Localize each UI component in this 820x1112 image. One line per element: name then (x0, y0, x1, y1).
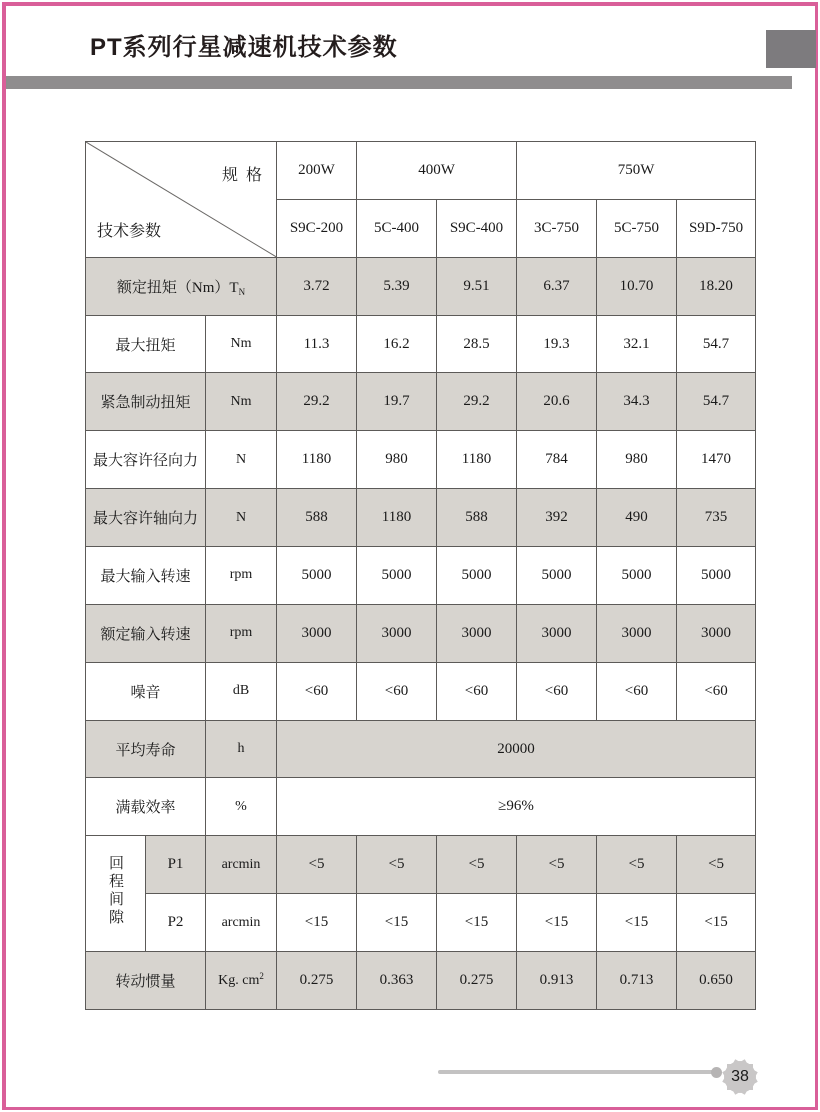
unit-cell: N (206, 489, 277, 547)
value-cell: 34.3 (597, 373, 677, 431)
row-label: 最大扭矩 (86, 315, 206, 373)
row-label: 额定输入转速 (86, 604, 206, 662)
unit-cell: h (206, 720, 277, 778)
unit-cell: Nm (206, 373, 277, 431)
value-cell: 5.39 (357, 257, 437, 315)
value-cell: 28.5 (437, 315, 517, 373)
row-label: P1 (146, 836, 206, 894)
value-cell: <5 (277, 836, 357, 894)
table-row-radial-force (86, 431, 756, 489)
unit-cell: % (206, 778, 277, 836)
value-cell: 32.1 (597, 315, 677, 373)
row-label: 紧急制动扭矩 (86, 373, 206, 431)
table-row-backlash-p1 (86, 836, 756, 894)
gear-hub (724, 1061, 756, 1093)
spec-table (85, 141, 756, 1010)
value-cell: 1180 (277, 431, 357, 489)
table-header-row-power (86, 142, 756, 200)
footer-dot (711, 1067, 722, 1078)
value-cell: 735 (677, 489, 756, 547)
table-row-brake-torque (86, 373, 756, 431)
value-cell: 29.2 (277, 373, 357, 431)
model-header: S9C-400 (437, 199, 517, 257)
table-row-noise (86, 662, 756, 720)
value-cell: 5000 (277, 547, 357, 605)
model-header: S9C-200 (277, 199, 357, 257)
value-cell: 980 (357, 431, 437, 489)
value-cell: 392 (517, 489, 597, 547)
row-label: 满载效率 (86, 778, 206, 836)
value-cell: 19.3 (517, 315, 597, 373)
power-header-750w: 750W (517, 142, 756, 200)
value-cell: <60 (677, 662, 756, 720)
table-row-max-input-speed (86, 547, 756, 605)
value-cell: 5000 (357, 547, 437, 605)
value-cell: 0.913 (517, 952, 597, 1010)
value-cell: <15 (517, 894, 597, 952)
value-cell: 5000 (437, 547, 517, 605)
value-cell: 3000 (357, 604, 437, 662)
value-cell: <60 (597, 662, 677, 720)
model-header: S9D-750 (677, 199, 756, 257)
value-cell: <5 (437, 836, 517, 894)
value-cell: 0.275 (437, 952, 517, 1010)
power-header-200w: 200W (277, 142, 357, 200)
value-cell: 29.2 (437, 373, 517, 431)
row-label (86, 257, 277, 315)
value-cell: <60 (277, 662, 357, 720)
value-cell: 20.6 (517, 373, 597, 431)
value-cell: 3000 (277, 604, 357, 662)
value-cell: 16.2 (357, 315, 437, 373)
value-cell: 3000 (677, 604, 756, 662)
row-label: 最大输入转速 (86, 547, 206, 605)
merged-value-cell: 20000 (277, 720, 756, 778)
page-number-gear-icon (722, 1059, 758, 1095)
unit-cell: dB (206, 662, 277, 720)
value-cell: 1180 (437, 431, 517, 489)
corner-cell (86, 142, 277, 258)
value-cell: 11.3 (277, 315, 357, 373)
value-cell: 0.363 (357, 952, 437, 1010)
unit-cell: N (206, 431, 277, 489)
row-label: 最大容许轴向力 (86, 489, 206, 547)
table-row-axial-force (86, 489, 756, 547)
value-cell: 18.20 (677, 257, 756, 315)
page-title: PT系列行星减速机技术参数 (90, 34, 398, 61)
value-cell: 10.70 (597, 257, 677, 315)
value-cell: 784 (517, 431, 597, 489)
row-label: 转动惯量 (86, 952, 206, 1010)
table-row-backlash-p2 (86, 894, 756, 952)
merged-value-cell: ≥96% (277, 778, 756, 836)
model-header: 5C-400 (357, 199, 437, 257)
row-label: P2 (146, 894, 206, 952)
value-cell: <5 (357, 836, 437, 894)
backlash-group-label (86, 836, 146, 952)
value-cell: <15 (597, 894, 677, 952)
backlash-group-text: 回程间隙 (107, 855, 123, 928)
value-cell: 6.37 (517, 257, 597, 315)
value-cell: 5000 (677, 547, 756, 605)
value-cell: <5 (517, 836, 597, 894)
value-cell: 5000 (597, 547, 677, 605)
spec-table-container (85, 141, 756, 1010)
value-cell: 0.650 (677, 952, 756, 1010)
value-cell: 5000 (517, 547, 597, 605)
value-cell: 3000 (517, 604, 597, 662)
value-cell: 1180 (357, 489, 437, 547)
table-row-rated-input-speed (86, 604, 756, 662)
value-cell: <15 (357, 894, 437, 952)
model-header: 5C-750 (597, 199, 677, 257)
unit-cell (206, 952, 277, 1010)
value-cell: 19.7 (357, 373, 437, 431)
value-cell: <5 (677, 836, 756, 894)
value-cell: 0.713 (597, 952, 677, 1010)
footer-rule (438, 1070, 718, 1074)
corner-param-label: 技术参数 (97, 222, 162, 240)
unit-cell: arcmin (206, 894, 277, 952)
model-header: 3C-750 (517, 199, 597, 257)
unit-cell: Nm (206, 315, 277, 373)
table-row-rated-torque (86, 257, 756, 315)
value-cell: 3000 (437, 604, 517, 662)
row-label-subscript: N (238, 286, 246, 297)
value-cell: 54.7 (677, 373, 756, 431)
value-cell: <15 (677, 894, 756, 952)
value-cell: <5 (597, 836, 677, 894)
table-row-max-torque (86, 315, 756, 373)
value-cell: 588 (437, 489, 517, 547)
value-cell: <60 (357, 662, 437, 720)
title-accent-block (766, 30, 816, 68)
value-cell: 3.72 (277, 257, 357, 315)
value-cell: 9.51 (437, 257, 517, 315)
power-header-400w: 400W (357, 142, 517, 200)
corner-spec-label: 规 格 (222, 167, 263, 184)
value-cell: <60 (517, 662, 597, 720)
value-cell: 588 (277, 489, 357, 547)
value-cell: 980 (597, 431, 677, 489)
value-cell: <15 (437, 894, 517, 952)
table-row-average-life (86, 720, 756, 778)
row-label: 噪音 (86, 662, 206, 720)
row-label: 最大容许径向力 (86, 431, 206, 489)
table-row-rotary-inertia (86, 952, 756, 1010)
row-label-text: 额定扭矩（Nm）T (116, 279, 239, 296)
unit-superscript: 2 (259, 971, 264, 982)
value-cell: 490 (597, 489, 677, 547)
title-underline-bar (6, 76, 792, 89)
value-cell: 3000 (597, 604, 677, 662)
value-cell: 0.275 (277, 952, 357, 1010)
row-label: 平均寿命 (86, 720, 206, 778)
value-cell: <60 (437, 662, 517, 720)
table-row-full-load-efficiency (86, 778, 756, 836)
unit-cell: rpm (206, 604, 277, 662)
value-cell: 1470 (677, 431, 756, 489)
page-number: 38 (731, 1068, 749, 1085)
unit-cell: arcmin (206, 836, 277, 894)
unit-text: Kg. cm (218, 973, 260, 989)
value-cell: <15 (277, 894, 357, 952)
value-cell: 54.7 (677, 315, 756, 373)
unit-cell: rpm (206, 547, 277, 605)
